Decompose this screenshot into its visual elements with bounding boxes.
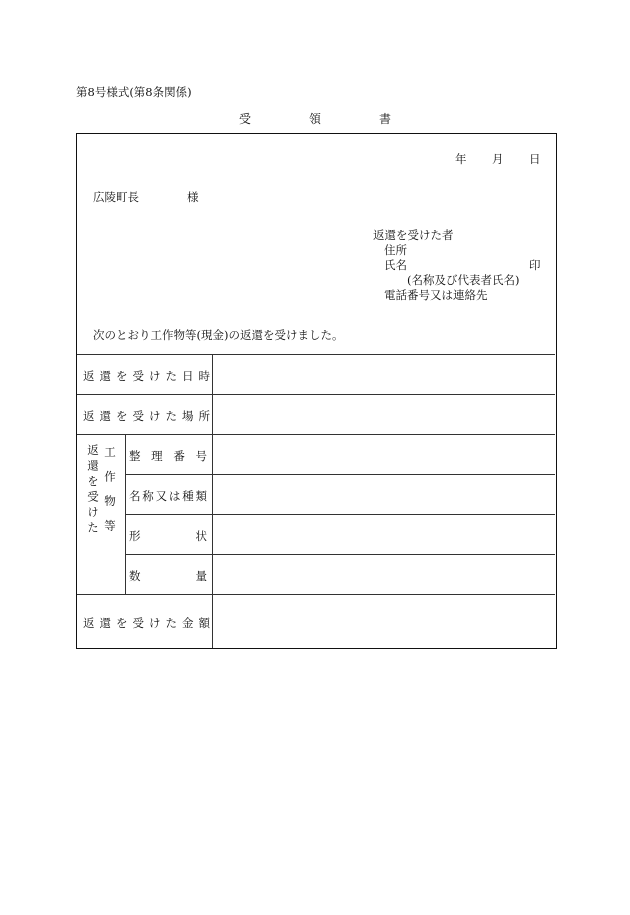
date-month-label: 月 [492,152,504,166]
item-quantity-label: 数量 [129,569,207,583]
group-column-divider [125,434,126,594]
address-label: 住所 [384,243,407,257]
rule-under-quantity [77,594,555,595]
returned-datetime-label: 返還を受けた日時 [83,369,215,383]
form-number: 第8号様式(第8条関係) [76,85,192,99]
name-label: 氏名 [384,258,407,272]
rule-under-item-1 [125,474,555,475]
date-day-label: 日 [529,152,541,166]
name-note: (名称及び代表者氏名) [407,273,520,287]
returned-group-label: 返還を受けた [86,444,100,537]
seal-mark: 印 [529,258,541,272]
returned-amount-label: 返還を受けた金額 [83,616,215,630]
item-serial-number-label: 整理番号 [129,449,207,463]
contact-label: 電話番号又は連絡先 [384,288,488,302]
rule-under-header [77,354,555,355]
statement-text: 次のとおり工作物等(現金)の返還を受けました。 [93,328,344,342]
label-column-divider [212,354,213,648]
item-shape-label: 形状 [129,529,207,543]
form-frame [76,133,557,649]
honorific: 様 [187,190,199,204]
rule-under-date-row [77,394,555,395]
rule-under-item-3 [125,554,555,555]
structures-group-label: 工作物等 [103,446,117,544]
item-name-type-label: 名称又は種類 [129,489,207,503]
returned-place-label: 返還を受けた場所 [83,409,215,423]
addressee: 広陵町長 [93,190,139,204]
rule-under-place-row [77,434,555,435]
rule-under-item-2 [125,514,555,515]
date-year-label: 年 [455,152,467,166]
document-title: 受領書 [238,112,449,126]
returnee-heading: 返還を受けた者 [373,228,454,242]
